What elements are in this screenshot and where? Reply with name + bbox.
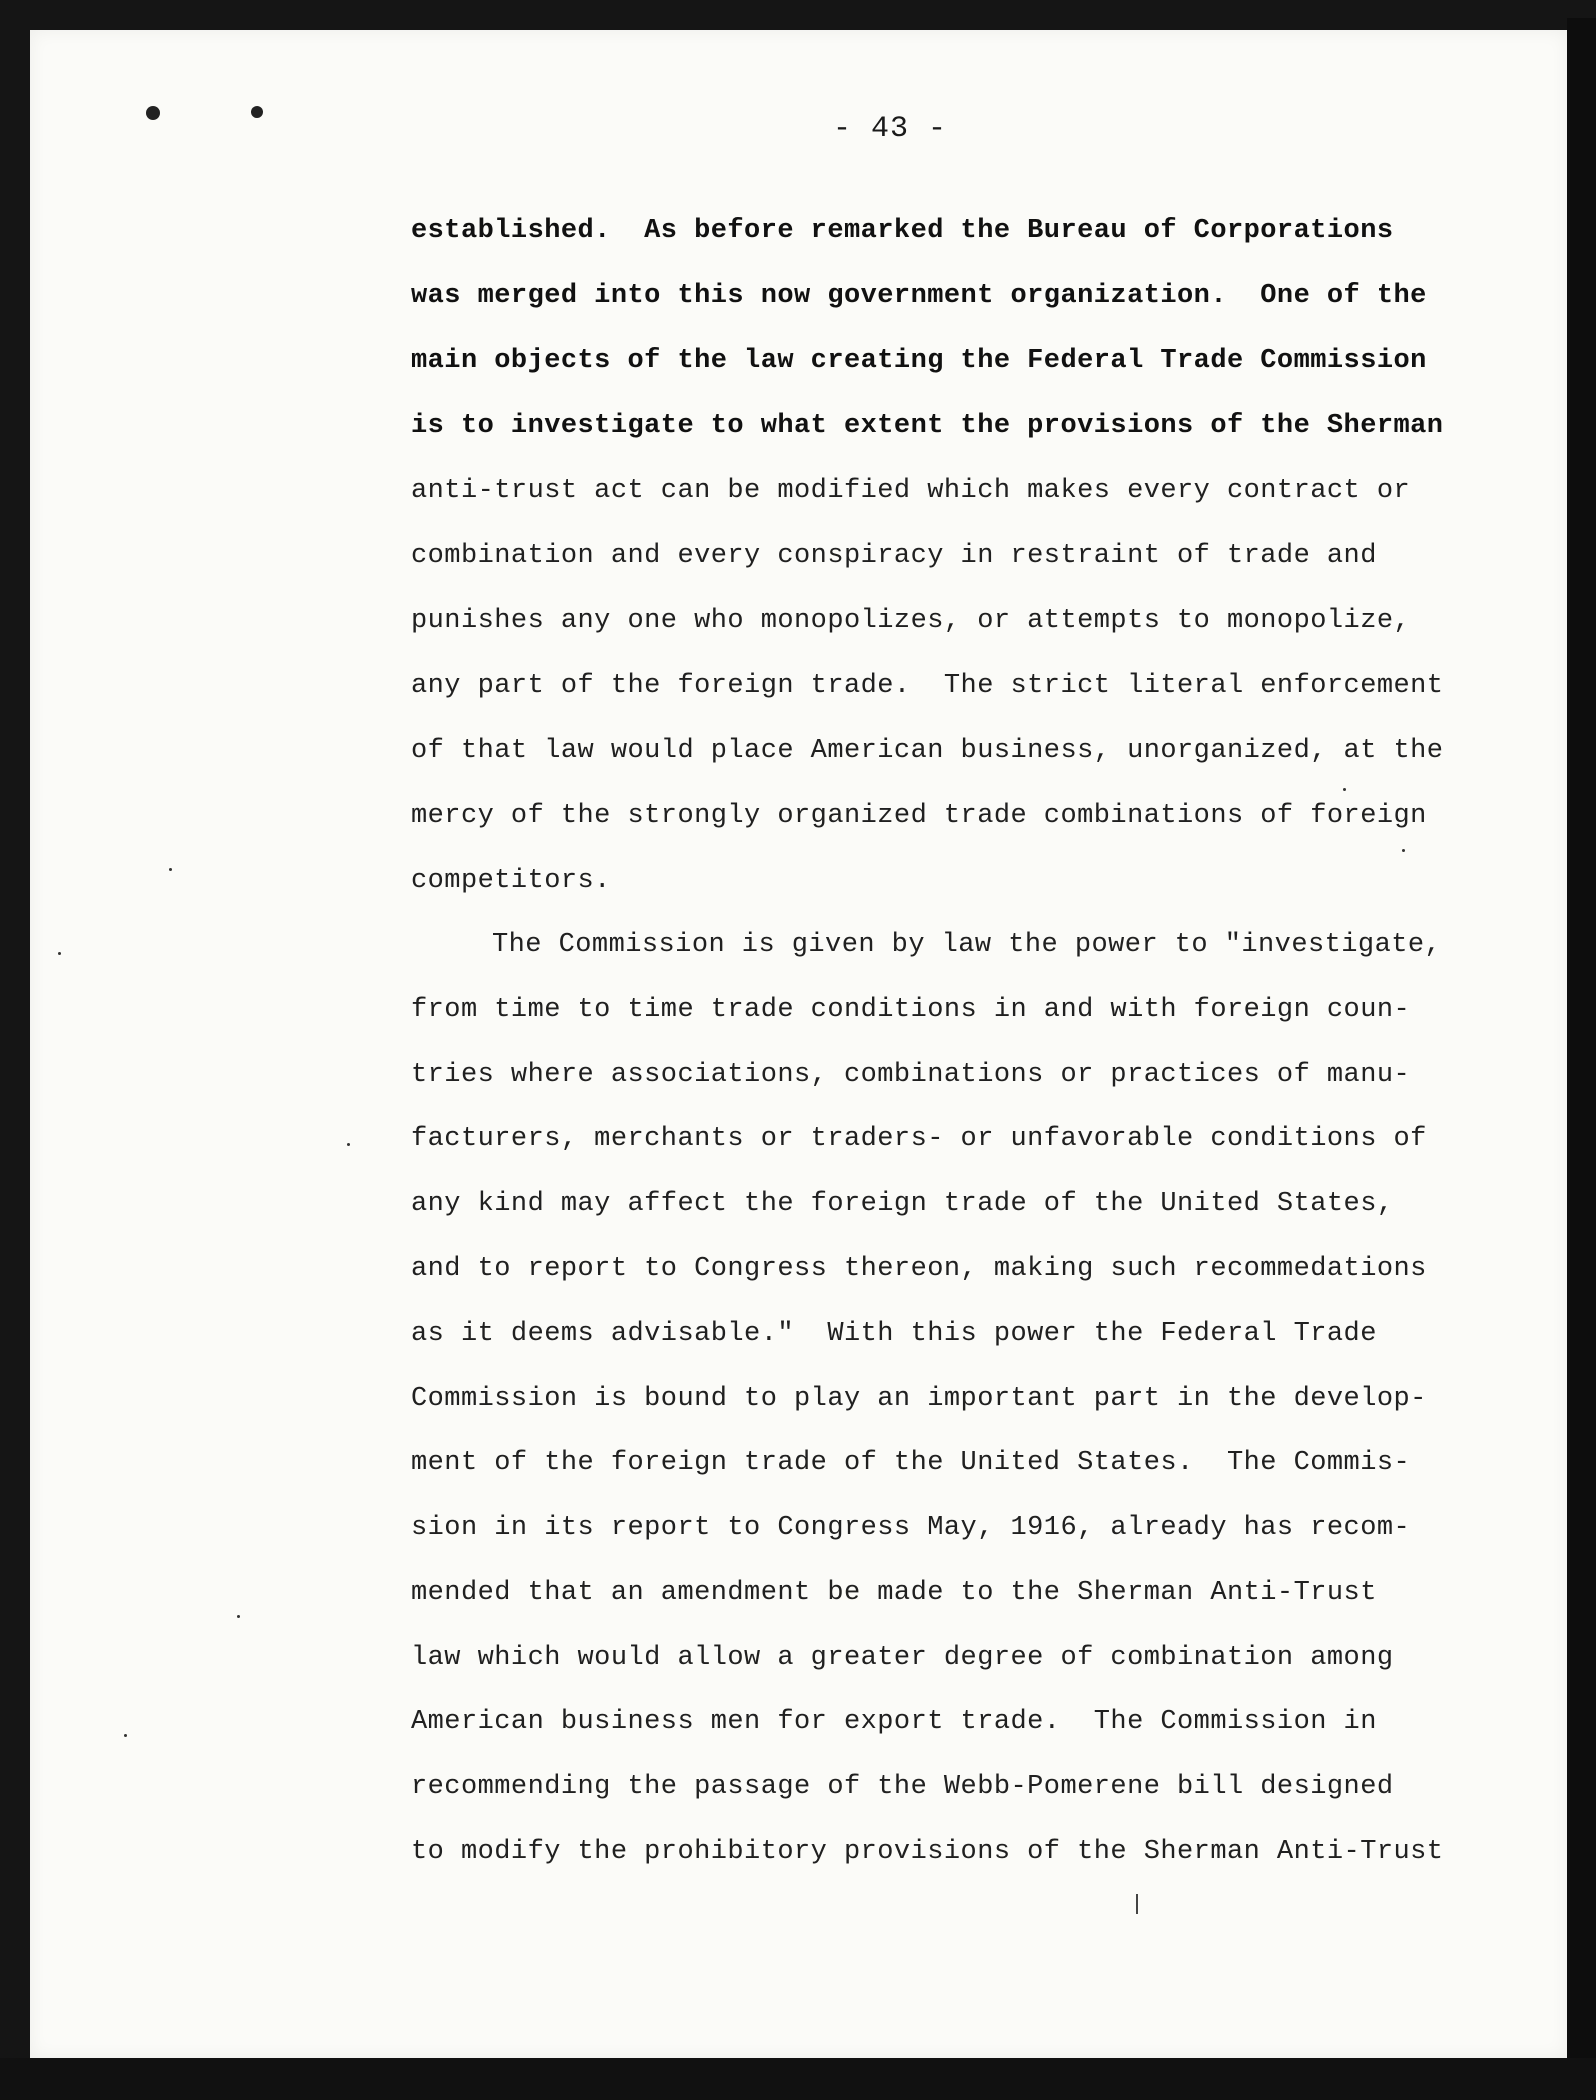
text-line-15: facturers, merchants or traders- or unfavorable conditions of [411,1124,1427,1154]
text-line-24: American business men for export trade. The Commission in [411,1707,1377,1737]
text-line-26: to modify the prohibitory provisions of the Sherman Anti-Trust [411,1837,1444,1867]
text-line-22: mended that an amendment be made to the Sherman Anti-Trust [411,1578,1377,1608]
text-line-7: punishes any one who monopolizes, or attempts to monopolize, [411,606,1411,636]
text-line-5: anti-trust act can be modified which makes every contract or [411,476,1411,506]
stray-pen-mark [1136,1894,1138,1914]
text-line-11: competitors. [411,866,611,896]
text-line-10: mercy of the strongly organized trade combinations of foreign [411,801,1427,831]
text-line-2: was merged into this now government organization. One of the [411,281,1427,311]
scan-speck [58,952,61,955]
text-line-17: and to report to Congress thereon, making such recommedations [411,1254,1427,1284]
text-line-21: sion in its report to Congress May, 1916, already has recom- [411,1513,1411,1543]
text-line-19: Commission is bound to play an important part in the develop- [411,1384,1427,1414]
text-line-20: ment of the foreign trade of the United States. The Commis- [411,1448,1411,1478]
text-line-23: law which would allow a greater degree of combination among [411,1643,1394,1673]
scan-edge-bottom [0,2058,1596,2100]
page-number: - 43 - [832,112,948,146]
scan-speck [347,1143,350,1146]
scan-speck [169,868,172,871]
text-line-12: The Commission is given by law the power to "investigate, [492,930,1442,960]
scan-speck [1343,788,1346,791]
text-line-18: as it deems advisable." With this power the Federal Trade [411,1319,1377,1349]
scan-speck [1402,849,1405,852]
text-line-4: is to investigate to what extent the provisions of the Sherman [411,411,1444,441]
scan-speck [124,1734,127,1737]
text-line-1: established. As before remarked the Bureau of Corporations [411,216,1394,246]
document-page [30,30,1567,2058]
text-line-6: combination and every conspiracy in restraint of trade and [411,541,1377,571]
text-line-13: from time to time trade conditions in and with foreign coun- [411,995,1411,1025]
text-line-8: any part of the foreign trade. The strict literal enforcement [411,671,1444,701]
text-line-3: main objects of the law creating the Federal Trade Commission [411,346,1427,376]
text-line-9: of that law would place American business, unorganized, at the [411,736,1444,766]
text-line-25: recommending the passage of the Webb-Pomerene bill designed [411,1772,1394,1802]
text-line-16: any kind may affect the foreign trade of the United States, [411,1189,1394,1219]
scan-edge-right [1567,18,1596,2078]
scan-speck [237,1615,240,1618]
text-line-14: tries where associations, combinations or practices of manu- [411,1060,1411,1090]
